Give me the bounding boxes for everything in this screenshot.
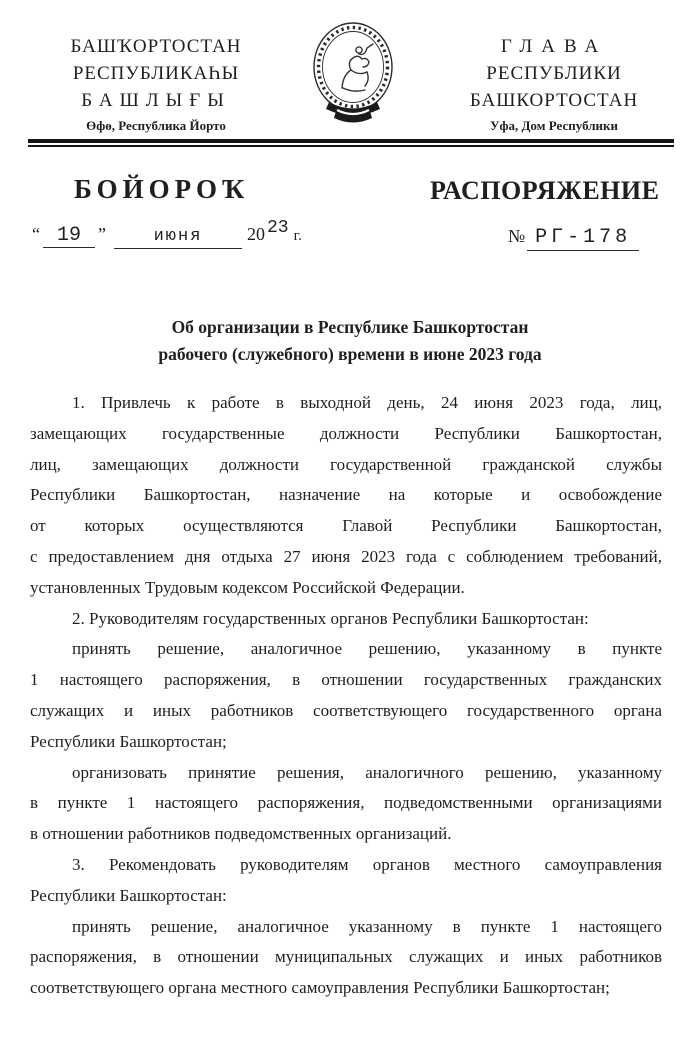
body-line: принять решение, аналогичное указанному в пункте 1 настоящего	[72, 916, 662, 936]
body-line: от которых осуществляются Главой Республики Башкортостан,	[30, 516, 662, 536]
letterhead-russian-block	[436, 33, 672, 133]
body-line: Республики Башкортостан;	[30, 731, 227, 751]
letterhead-bashkir-line: БАШҠОРТОСТАН	[70, 36, 242, 57]
date-and-number-line	[0, 218, 700, 264]
body-line: соответствующего органа местного самоуправления Республики Башкортостан;	[30, 978, 610, 998]
body-line: 3. Рекомендовать руководителям органов местного самоуправления	[72, 854, 662, 874]
body-line: организовать принятие решения, аналогичного решению, указанному	[72, 762, 662, 782]
letterhead-bashkir-subtitle: Өфө, Республика Йорто	[86, 118, 226, 133]
body-line: замещающих государственные должности Республики Башкортостан,	[30, 423, 662, 443]
letterhead-russian-subtitle: Уфа, Дом Республики	[489, 118, 619, 133]
doc-number-field: РГ-178	[527, 226, 639, 251]
date-year-letter: г.	[293, 228, 302, 244]
letterhead-separator-rule	[28, 139, 674, 147]
title-line: рабочего (служебного) времени в июне 2023 года	[158, 344, 542, 364]
body-line: в пункте 1 настоящего распоряжения, подведомственными организациями	[30, 793, 662, 813]
body-line: служащих и иных работников соответствующего государственного органа	[30, 700, 662, 720]
date-month-field: июня	[114, 227, 242, 249]
body-line: в отношении работников подведомственных организаций.	[30, 824, 452, 844]
letterhead-bashkir-line: РЕСПУБЛИКАҺЫ	[72, 63, 240, 84]
body-line: с предоставлением дня отдыха 27 июня 2023 года с соблюдением требований,	[30, 546, 662, 566]
doc-type-russian: РАСПОРЯЖЕНИЕ	[430, 176, 660, 205]
body-line: распоряжения, в отношении муниципальных служащих и иных работников	[30, 947, 662, 967]
date-century-prefix: 20	[247, 224, 265, 244]
coat-of-arms-icon	[306, 18, 400, 132]
letterhead-russian-line: ГЛАВА	[500, 36, 608, 57]
body-line: лиц, замещающих должности государственной гражданской службы	[30, 454, 662, 474]
doc-number-group	[508, 226, 639, 251]
body-line: 2. Руководителям государственных органов Республики Башкортостан:	[72, 608, 589, 628]
date-group	[32, 218, 302, 249]
paragraph-3	[30, 634, 662, 757]
close-quote: ”	[98, 224, 106, 244]
paragraph-1	[30, 388, 662, 604]
paragraph-5	[30, 850, 662, 912]
document-title	[0, 314, 700, 368]
body-line: установленных Трудовым кодексом Российской Федерации.	[30, 577, 465, 597]
date-year-digits: 23	[267, 218, 289, 238]
title-line: Об организации в Республике Башкортостан	[171, 317, 529, 337]
letterhead-russian-line: БАШКОРТОСТАН	[469, 90, 639, 111]
body-line: Республики Башкортостан:	[30, 885, 227, 905]
body-line: 1 настоящего распоряжения, в отношении государственных гражданских	[30, 670, 662, 690]
body-line: 1. Привлечь к работе в выходной день, 24 июня 2023 года, лиц,	[72, 393, 662, 412]
date-day-field: 19	[43, 224, 95, 248]
body-line: принять решение, аналогичное решению, указанному в пункте	[72, 639, 662, 659]
number-sign: №	[508, 226, 526, 246]
letterhead-bashkir-line: БАШЛЫҒЫ	[81, 90, 231, 111]
paragraph-2	[30, 604, 662, 635]
doc-type-bashkir: БОЙОРОҠ	[74, 174, 250, 204]
letterhead-russian-line: РЕСПУБЛИКИ	[486, 63, 622, 84]
open-quote: “	[32, 224, 40, 244]
paragraph-4	[30, 758, 662, 850]
paragraph-6	[30, 912, 662, 1004]
letterhead-bashkir-block	[50, 33, 262, 133]
document-body	[30, 388, 662, 1004]
body-line: Республики Башкортостан, назначение на которые и освобождение	[30, 485, 662, 505]
horseman-figure	[342, 44, 373, 91]
